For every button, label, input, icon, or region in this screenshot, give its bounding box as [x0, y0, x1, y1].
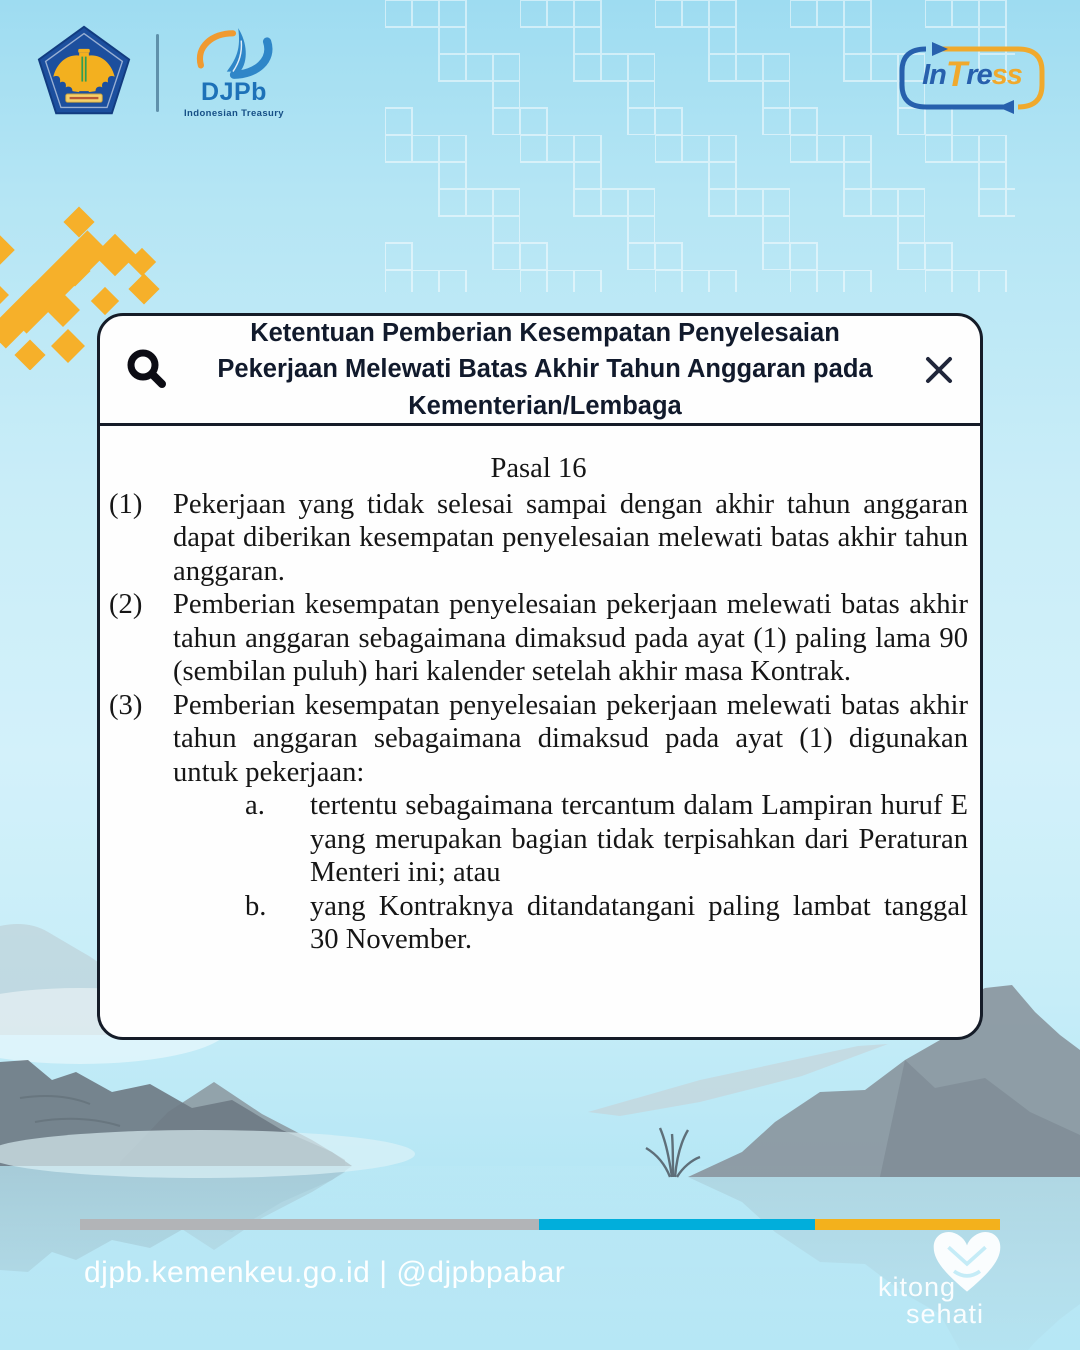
djpb-swoosh-icon: [186, 24, 282, 84]
tagline-line1: kitong: [878, 1272, 957, 1302]
clause-text: Pemberian kesempatan penyelesaian pekerjaan melewati batas akhir tahun anggaran sebagaimana dimaksud pada ayat (1) digunakan untuk pekerjaan:: [173, 689, 968, 788]
brand-divider: [156, 34, 159, 112]
djpb-subtitle: Indonesian Treasury: [184, 108, 284, 119]
search-icon[interactable]: [124, 347, 170, 393]
popup-header: [100, 316, 980, 426]
subitem-text: yang Kontraknya ditandatangani paling lambat tanggal 30 November.: [310, 890, 968, 955]
clause-text: Pekerjaan yang tidak selesai sampai dengan akhir tahun anggaran dapat diberikan kesempatan penyelesaian melewati batas akhir tahun anggaran.: [173, 488, 968, 587]
footer-accent-bar: [80, 1219, 1000, 1230]
intress-wordmark: InTress: [922, 55, 1022, 94]
clause-number: (1): [109, 488, 143, 520]
subitem-letter: b.: [245, 890, 267, 922]
clause-2: [109, 588, 968, 689]
clause-text: Pemberian kesempatan penyelesaian pekerjaan melewati batas akhir tahun anggaran sebagaimana dimaksud pada ayat (1) paling lama 90 (sembilan puluh) hari kalender setelah akhir masa Kontrak.: [173, 589, 968, 687]
tagline-line2: sehati: [906, 1299, 985, 1329]
footer-website: djpb.kemenkeu.go.id: [84, 1256, 371, 1289]
subitem-b: [245, 890, 968, 957]
clause-number: (2): [109, 589, 143, 620]
footer-contact: [84, 1256, 565, 1290]
section-heading: Pasal 16: [490, 453, 587, 484]
djpb-logo: [170, 24, 298, 119]
clause-3: [109, 689, 968, 790]
popup-body: [100, 426, 980, 957]
regulation-popup-card: [97, 313, 983, 1040]
close-icon[interactable]: [920, 351, 958, 389]
footer-divider: |: [379, 1256, 388, 1289]
bar-segment-cyan: [539, 1219, 815, 1230]
clause-1: [109, 488, 968, 589]
popup-title: Ketentuan Pemberian Kesempatan Penyelesaian Pekerjaan Melewati Batas Akhir Tahun Anggaran pada Kementerian/Lembaga: [217, 319, 873, 420]
subitem-text: tertentu sebagaimana tercantum dalam Lampiran huruf E yang merupakan bagian tidak terpisahkan dari Peraturan Menteri ini; atau: [310, 790, 968, 888]
djpb-wordmark: DJPb: [201, 78, 267, 106]
bar-segment-gray: [80, 1219, 539, 1230]
subitem-letter: a.: [245, 790, 265, 821]
kitong-sehati-logo: [872, 1228, 1032, 1343]
kemenkeu-logo: [36, 24, 132, 118]
footer-handle: @djpbpabar: [396, 1256, 566, 1289]
intress-logo: [896, 42, 1048, 114]
clause-number: (3): [109, 689, 143, 721]
subitem-a: [245, 789, 968, 890]
